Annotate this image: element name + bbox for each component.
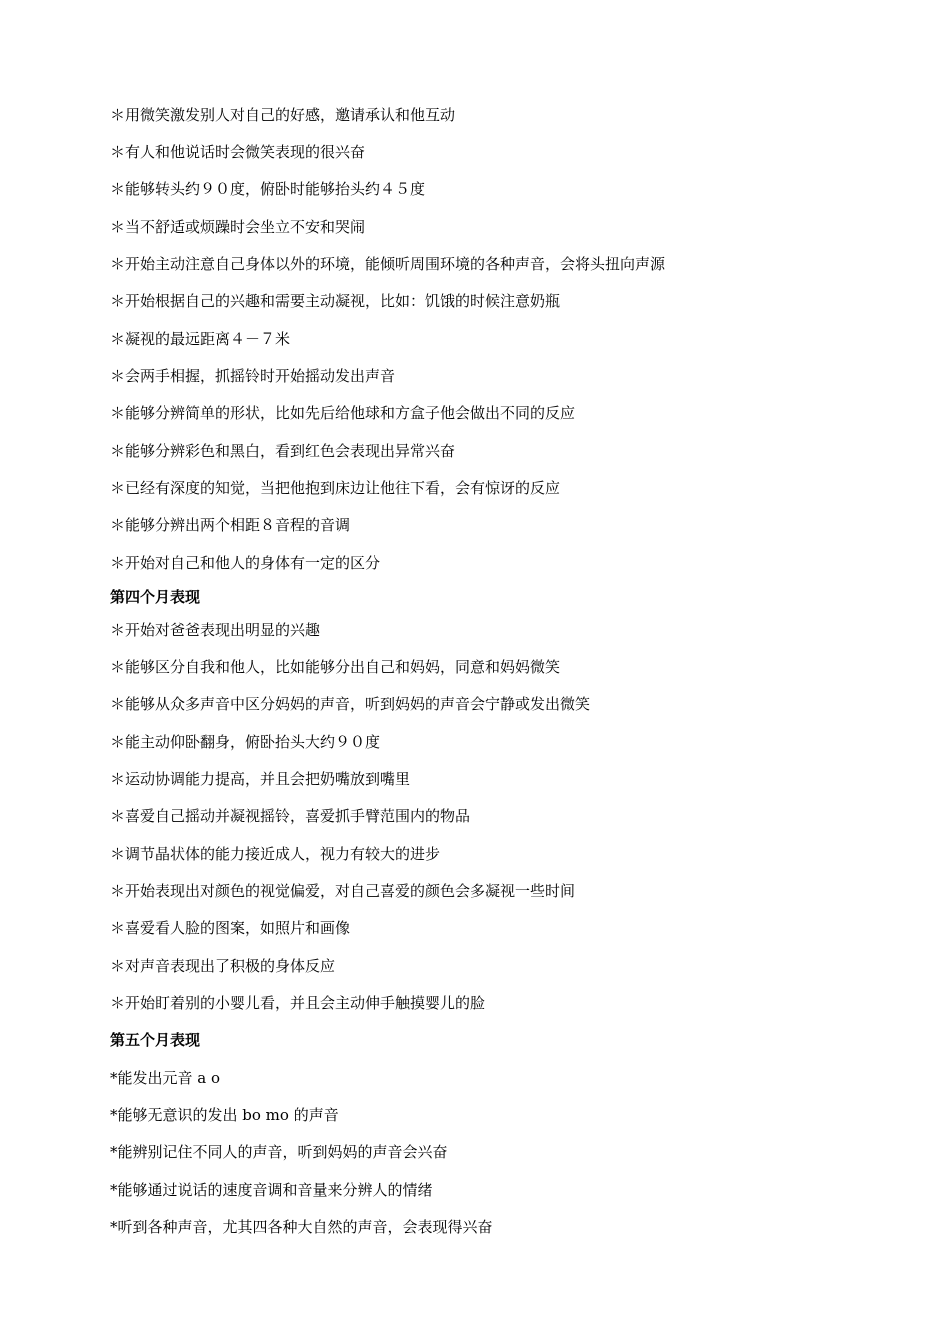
list-item: *能够通过说话的速度音调和音量来分辨人的情绪: [110, 1181, 433, 1199]
list-item: ＊能够区分自我和他人，比如能够分出自己和妈妈，同意和妈妈微笑: [110, 658, 561, 676]
list-item: *能辨别记住不同人的声音，听到妈妈的声音会兴奋: [110, 1143, 448, 1161]
list-item: ＊能够转头约９０度，俯卧时能够抬头约４５度: [110, 180, 426, 198]
list-item: ＊当不舒适或烦躁时会坐立不安和哭闹: [110, 218, 366, 236]
list-item: ＊凝视的最远距离４－７米: [110, 330, 291, 348]
list-item: ＊开始根据自己的兴趣和需要主动凝视，比如：饥饿的时候注意奶瓶: [110, 292, 561, 310]
list-item: ＊喜爱自己摇动并凝视摇铃，喜爱抓手臂范围内的物品: [110, 807, 471, 825]
list-item: ＊能够分辨彩色和黑白，看到红色会表现出异常兴奋: [110, 442, 456, 460]
list-item: ＊能主动仰卧翻身，俯卧抬头大约９０度: [110, 733, 381, 751]
list-item: ＊能够分辨简单的形状，比如先后给他球和方盒子他会做出不同的反应: [110, 404, 576, 422]
list-item: *能发出元音 a o: [110, 1069, 221, 1087]
list-item: ＊已经有深度的知觉，当把他抱到床边让他往下看，会有惊讶的反应: [110, 479, 561, 497]
list-item: ＊开始主动注意自己身体以外的环境，能倾听周围环境的各种声音，会将头扭向声源: [110, 255, 666, 273]
list-item: *能够无意识的发出 bo mo 的声音: [110, 1106, 339, 1124]
list-item: ＊用微笑激发别人对自己的好感，邀请承认和他互动: [110, 106, 456, 124]
list-item: ＊能够分辨出两个相距８音程的音调: [110, 516, 351, 534]
list-item: ＊对声音表现出了积极的身体反应: [110, 957, 336, 975]
list-item: ＊喜爱看人脸的图案，如照片和画像: [110, 919, 351, 937]
list-item: ＊开始对爸爸表现出明显的兴趣: [110, 621, 321, 639]
list-item: ＊开始盯着别的小婴儿看，并且会主动伸手触摸婴儿的脸: [110, 994, 486, 1012]
section-heading-month-5: 第五个月表现: [110, 1031, 201, 1049]
list-item: *听到各种声音，尤其四各种大自然的声音，会表现得兴奋: [110, 1218, 493, 1236]
list-item: ＊会两手相握，抓摇铃时开始摇动发出声音: [110, 367, 396, 385]
list-item: ＊开始对自己和他人的身体有一定的区分: [110, 554, 381, 572]
list-item: ＊开始表现出对颜色的视觉偏爱，对自己喜爱的颜色会多凝视一些时间: [110, 882, 576, 900]
list-item: ＊有人和他说话时会微笑表现的很兴奋: [110, 143, 366, 161]
list-item: ＊能够从众多声音中区分妈妈的声音，听到妈妈的声音会宁静或发出微笑: [110, 695, 591, 713]
section-heading-month-4: 第四个月表现: [110, 588, 201, 606]
list-item: ＊运动协调能力提高，并且会把奶嘴放到嘴里: [110, 770, 411, 788]
list-item: ＊调节晶状体的能力接近成人，视力有较大的进步: [110, 845, 441, 863]
